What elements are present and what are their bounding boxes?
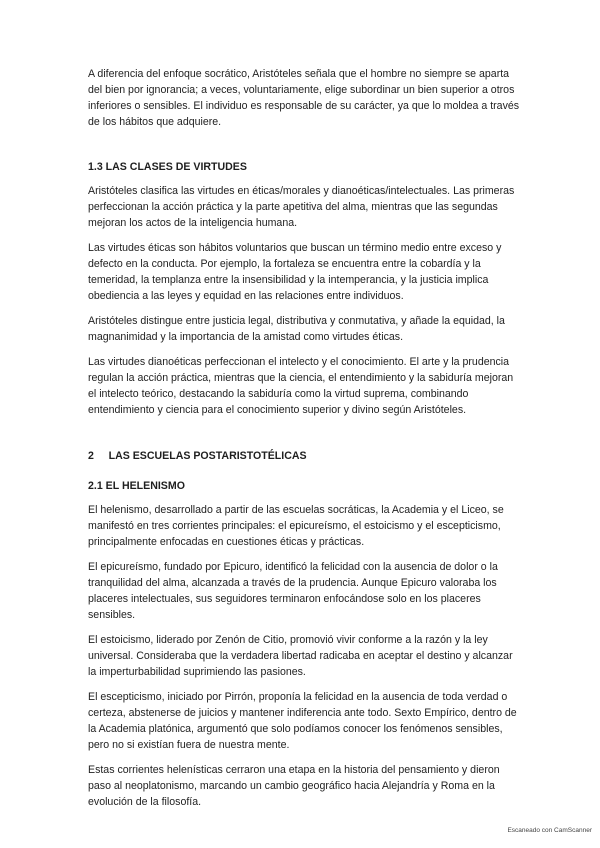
paragraph-2-1-c: El estoicismo, liderado por Zenón de Citio, promovió vivir conforme a la razón y la ley universal. Consideraba que la verdadera libertad radicaba en aceptar el destino y alcanzar la imperturbabilidad suprimiendo las pasiones. — [88, 634, 513, 678]
paragraph-2-1-b: El epicureísmo, fundado por Epicuro, identificó la felicidad con la ausencia de dolor o la tranquilidad del alma, alcanzada a través de la prudencia. Aunque Epicuro valoraba los placeres intelectuales, sus seguidores terminaron enfocándose solo en los placeres sensibles. — [88, 561, 498, 621]
paragraph-2-1-e: Estas corrientes helenísticas cerraron una etapa en la historia del pensamiento y dieron paso al neoplatonismo, marcando un cambio geográfico hacia Alejandría y Roma en la evolución de la filosofía. — [88, 764, 500, 808]
paragraph-1-3-d: Las virtudes dianoéticas perfeccionan el intelecto y el conocimiento. El arte y la prudencia regulan la acción práctica, mientras que la ciencia, el entendimiento y la sabiduría mejoran el intelecto teórico, destacando la sabiduría como la virtud suprema, combinando entendimiento y ciencia para el conocimiento superior y divino según Aristóteles. — [88, 356, 514, 416]
paragraph-1-3-a: Aristóteles clasifica las virtudes en éticas/morales y dianoéticas/intelectuales. Las primeras perfeccionan la acción práctica y la parte apetitiva del alma, mientras que las segundas mejoran los actos de la inteligencia humana. — [88, 185, 515, 229]
paragraph-1-3-b: Las virtudes éticas son hábitos voluntarios que buscan un término medio entre exceso y defecto en la conducta. Por ejemplo, la fortaleza se encuentra entre la cobardía y la temeridad, la templanza entre la insensibilidad y la intemperancia, y la justicia implica obediencia a las leyes y equidad en las relaciones entre individuos. — [88, 242, 502, 302]
paragraph-1-3-c: Aristóteles distingue entre justicia legal, distributiva y conmutativa, y añade la equidad, la magnanimidad y la importancia de la amistad como virtudes éticas. — [88, 315, 505, 343]
document-body — [88, 66, 520, 810]
scanner-watermark: Escaneado con CamScanner — [507, 827, 592, 834]
paragraph-2-1-d: El escepticismo, iniciado por Pirrón, proponía la felicidad en la ausencia de toda verdad o certeza, abstenerse de juicios y mantener indiferencia ante todo. Sexto Empírico, dentro de la Academia platónica, argumentó que solo podíamos conocer los fenómenos sensibles, pero no si existían fuera de nuestra mente. — [88, 691, 517, 751]
heading-1-3: 1.3 LAS CLASES DE VIRTUDES — [88, 161, 247, 173]
heading-2: 2 LAS ESCUELAS POSTARISTOTÉLICAS — [88, 450, 307, 462]
intro-paragraph: A diferencia del enfoque socrático, Aristóteles señala que el hombre no siempre se aparta del bien por ignorancia; a veces, voluntariamente, elige subordinar un bien superior a otros inferiores o sensibles. El individuo es responsable de su carácter, ya que lo moldea a través de los hábitos que adquiere. — [88, 68, 520, 128]
paragraph-2-1-a: El helenismo, desarrollado a partir de las escuelas socráticas, la Academia y el Liceo, se manifestó en tres corrientes principales: el epicureísmo, el estoicismo y el escepticismo, principalmente enfocadas en cuestiones éticas y prácticas. — [88, 504, 504, 548]
heading-2-1: 2.1 EL HELENISMO — [88, 480, 185, 492]
